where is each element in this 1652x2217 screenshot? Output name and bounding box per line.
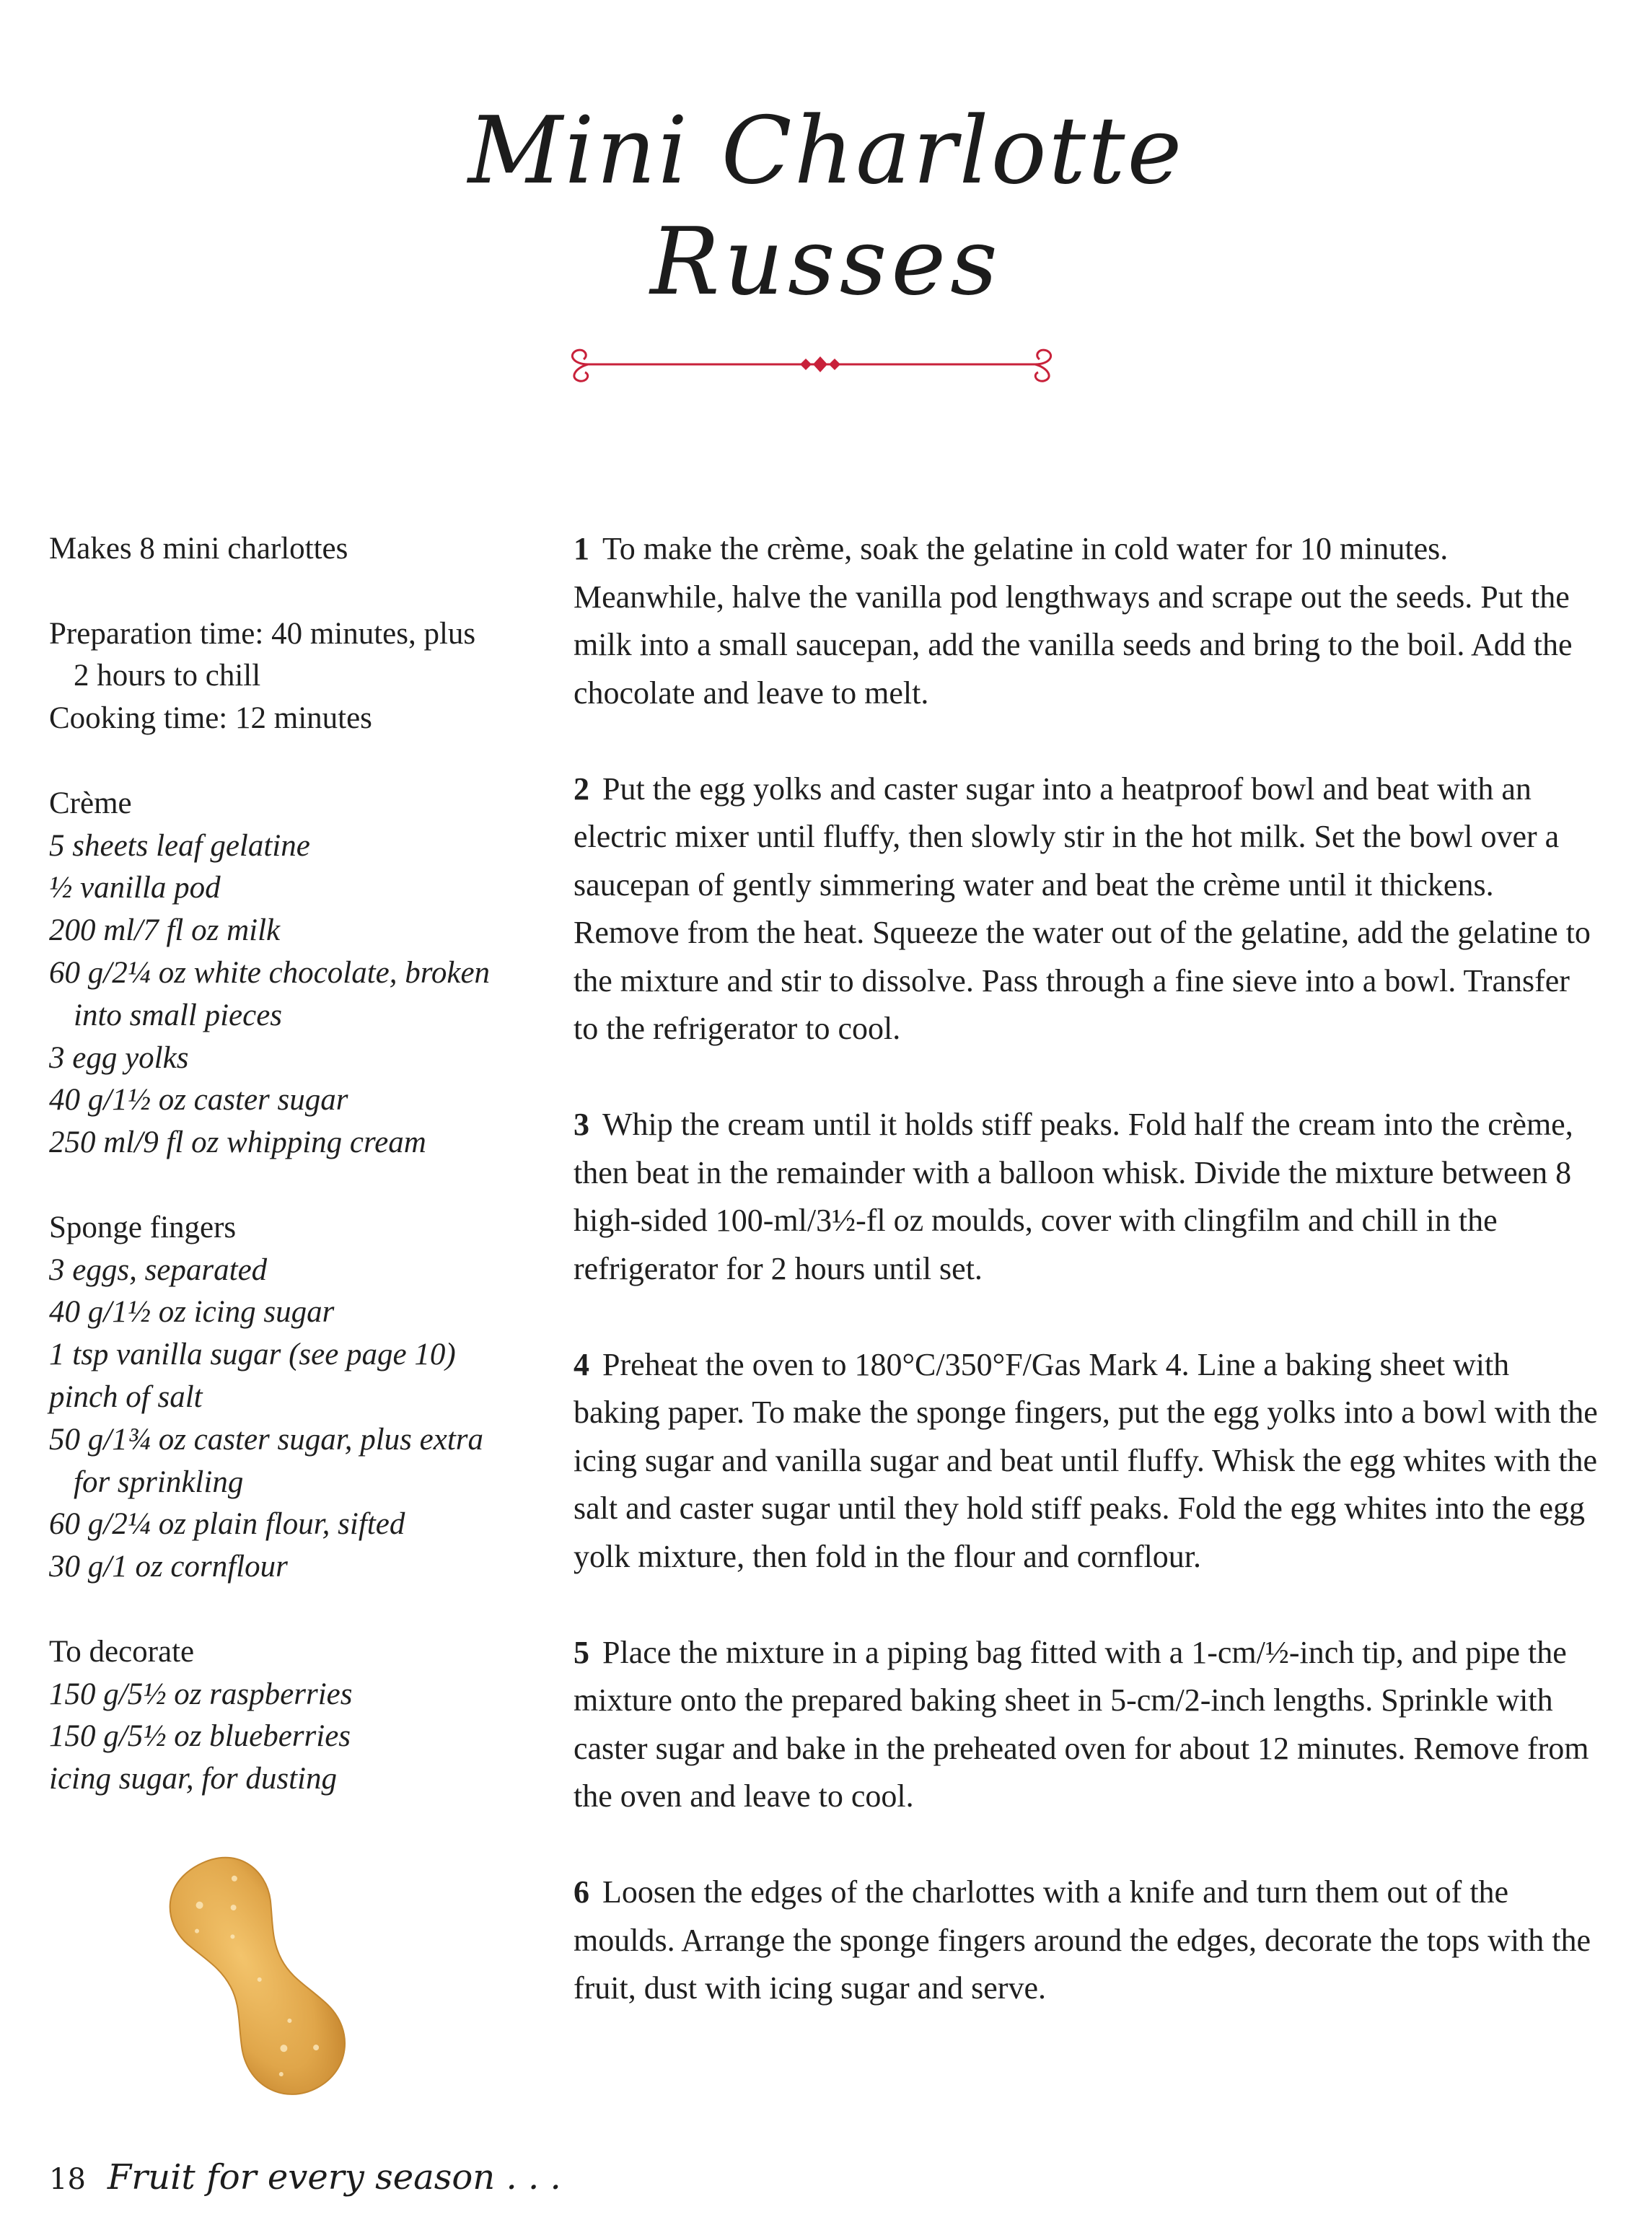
recipe-title — [0, 94, 1652, 320]
ingredient-item: 60 g/2¼ oz white chocolate, broken — [49, 955, 491, 990]
method-step — [574, 1101, 1598, 1293]
ingredient-item: 5 sheets leaf gelatine — [49, 828, 310, 863]
prep-time-text-cont: 2 hours to chill — [74, 659, 261, 693]
method-step — [574, 765, 1598, 1053]
page-number: 18 — [49, 2163, 86, 2196]
step-number: 1 — [574, 531, 589, 566]
ingredients-column — [49, 528, 540, 1801]
ingredient-item: into small pieces — [74, 998, 283, 1032]
prep-time-text: Preparation time: 40 minutes, plus — [49, 616, 476, 651]
ingredient-item: 3 eggs, separated — [49, 1252, 268, 1287]
title-line-2: Russes — [650, 208, 1002, 316]
method-step — [574, 1869, 1598, 2013]
method-column — [574, 525, 1598, 2060]
ingredient-item: 200 ml/7 fl oz milk — [49, 913, 281, 948]
title-line-1: Mini Charlotte — [467, 97, 1185, 205]
ingredient-item: icing sugar, for dusting — [49, 1762, 337, 1796]
method-step — [574, 1341, 1598, 1581]
ingredient-item: 60 g/2¼ oz plain flour, sifted — [49, 1507, 405, 1542]
step-number: 2 — [574, 771, 589, 807]
creme-heading: Crème — [49, 786, 132, 820]
yield-text: Makes 8 mini charlottes — [49, 532, 348, 566]
step-text: Preheat the oven to 180°C/350°F/Gas Mark 4. Line a baking sheet with baking paper. To make the sponge fingers, put the egg yolks into a bowl with the icing sugar and vanilla sugar and beat until fluffy. Whisk the egg whites with the salt and caster sugar until they hold stiff peaks. Fold the egg whites into the egg yolk mixture, then fold in the flour and cornflour. — [574, 1346, 1598, 1574]
decorate-heading: To decorate — [49, 1634, 195, 1669]
ingredient-item: 50 g/1¾ oz caster sugar, plus extra — [49, 1422, 483, 1457]
page-footer — [49, 2157, 561, 2198]
ingredient-item: pinch of salt — [49, 1379, 203, 1414]
ingredient-item: 40 g/1½ oz caster sugar — [49, 1083, 348, 1118]
step-text: Loosen the edges of the charlottes with a knife and turn them out of the moulds. Arrange the sponge fingers around the edges, decorate the tops with the fruit, dust with icing sugar and serve. — [574, 1874, 1591, 2006]
ingredient-item: 250 ml/9 fl oz whipping cream — [49, 1125, 426, 1160]
step-number: 5 — [574, 1634, 589, 1670]
step-number: 6 — [574, 1874, 589, 1910]
ingredient-item: 40 g/1½ oz icing sugar — [49, 1295, 335, 1330]
ingredient-item: 30 g/1 oz cornflour — [49, 1550, 288, 1584]
ornament-divider-icon — [559, 339, 1064, 390]
step-text: Put the egg yolks and caster sugar into a heatproof bowl and beat with an electric mixer until fluffy, then slowly stir in the hot milk. Set the bowl over a saucepan of gently simmering water and beat the crème until it thickens. Remove from the heat. Squeeze the water out of the gelatine, add the gelatine to the mixture and stir to dissolve. Pass through a fine sieve into a bowl. Transfer to the refrigerator to cool. — [574, 771, 1591, 1046]
step-text: To make the crème, soak the gelatine in cold water for 10 minutes. Meanwhile, halve the vanilla pod lengthways and scrape out the seeds. Put the milk into a small saucepan, add the vanilla seeds and bring to the boil. Add the chocolate and leave to melt. — [574, 531, 1573, 711]
sponge-finger-image — [137, 1836, 375, 2110]
ingredient-item: 150 g/5½ oz raspberries — [49, 1677, 353, 1711]
sponge-heading: Sponge fingers — [49, 1210, 237, 1244]
step-number: 4 — [574, 1346, 589, 1382]
ingredient-item: 3 egg yolks — [49, 1040, 189, 1075]
step-text: Whip the cream until it holds stiff peaks. Fold half the cream into the crème, then beat in the remainder with a balloon whisk. Divide the mixture between 8 high-sided 100-ml/3½-fl oz moulds, cover with clingfilm and chill in the refrigerator for 2 hours until set. — [574, 1107, 1573, 1286]
ingredient-item: 150 g/5½ oz blueberries — [49, 1719, 351, 1754]
cooking-time-text: Cooking time: 12 minutes — [49, 701, 372, 736]
step-number: 3 — [574, 1107, 589, 1142]
book-title: Fruit for every season . . . — [107, 2157, 561, 2198]
method-step — [574, 525, 1598, 717]
ingredient-item: for sprinkling — [74, 1465, 244, 1499]
ingredient-item: ½ vanilla pod — [49, 871, 221, 905]
method-step — [574, 1629, 1598, 1821]
step-text: Place the mixture in a piping bag fitted with a 1-cm/½-inch tip, and pipe the mixture onto the prepared baking sheet in 5-cm/2-inch lengths. Sprinkle with caster sugar and bake in the preheated oven for about 12 minutes. Remove from the oven and leave to cool. — [574, 1634, 1589, 1814]
ingredient-item: 1 tsp vanilla sugar (see page 10) — [49, 1338, 456, 1372]
